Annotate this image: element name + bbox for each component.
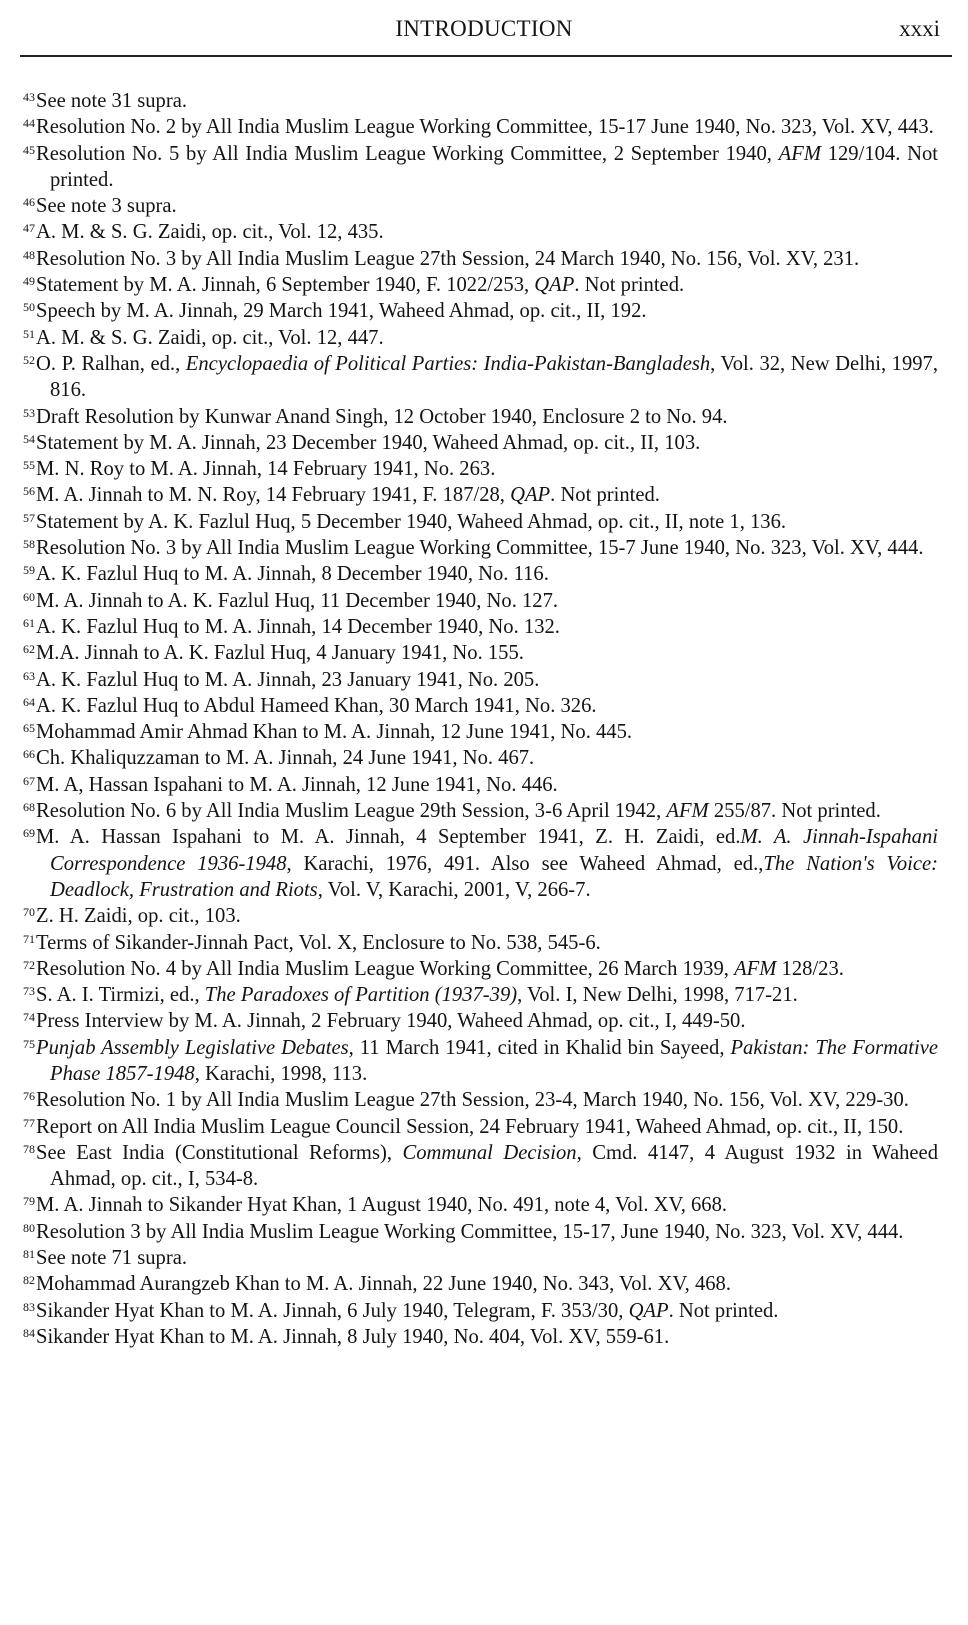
endnote-number: 57 <box>23 510 35 525</box>
endnote <box>23 141 938 194</box>
endnote-text: Resolution No. 5 by All India Muslim League Working Committee, 2 September 1940, AFM 129/104. Not printed. <box>36 142 938 191</box>
endnote <box>23 903 938 929</box>
endnote-number: 75 <box>23 1036 35 1051</box>
endnotes-list <box>23 88 938 1350</box>
endnote-text: Statement by M. A. Jinnah, 6 September 1940, F. 1022/253, QAP. Not printed. <box>36 274 685 297</box>
endnote <box>23 772 938 798</box>
endnote-text: M. N. Roy to M. A. Jinnah, 14 February 1941, No. 263. <box>36 458 496 481</box>
endnote <box>23 456 938 482</box>
endnote <box>23 219 938 245</box>
endnote-number: 55 <box>23 458 35 473</box>
endnote-number: 47 <box>23 221 35 236</box>
endnote-text: O. P. Ralhan, ed., Encyclopaedia of Political Parties: India-Pakistan-Bangladesh, Vol. 32, New Delhi, 1997, 816. <box>36 352 938 402</box>
endnote-number: 45 <box>23 142 35 157</box>
running-title: INTRODUCTION <box>395 16 573 41</box>
endnote-number: 66 <box>23 747 35 762</box>
endnote-number: 52 <box>23 352 35 367</box>
endnote-number: 51 <box>23 326 35 341</box>
endnote-text: Press Interview by M. A. Jinnah, 2 February 1940, Waheed Ahmad, op. cit., I, 449-50. <box>36 1010 746 1033</box>
endnote-text: Resolution No. 2 by All India Muslim League Working Committee, 15-17 June 1940, No. 323, Vol. XV, 443. <box>36 116 934 139</box>
endnote-number: 70 <box>23 905 35 920</box>
endnote-text: Terms of Sikander-Jinnah Pact, Vol. X, Enclosure to No. 538, 545-6. <box>36 931 601 954</box>
endnote-number: 81 <box>23 1247 35 1262</box>
endnote-number: 61 <box>23 615 35 630</box>
endnote-text: A. K. Fazlul Huq to M. A. Jinnah, 14 December 1940, No. 132. <box>36 615 560 638</box>
endnote-text: See East India (Constitutional Reforms), Communal Decision, Cmd. 4147, 4 August 1932 in Waheed Ahmad, op. cit., I, 534-8. <box>36 1141 938 1191</box>
endnote-number: 53 <box>23 405 35 420</box>
endnote-number: 77 <box>23 1115 35 1130</box>
endnote <box>23 719 938 745</box>
endnote <box>23 693 938 719</box>
endnote <box>23 956 938 982</box>
endnote-text: Resolution No. 4 by All India Muslim League Working Committee, 26 March 1939, AFM 128/23. <box>36 957 844 980</box>
endnote-text: Draft Resolution by Kunwar Anand Singh, 12 October 1940, Enclosure 2 to No. 94. <box>36 405 728 428</box>
endnote <box>23 1140 938 1193</box>
endnote-number: 68 <box>23 800 35 815</box>
endnote-number: 76 <box>23 1089 35 1104</box>
endnote-number: 58 <box>23 537 35 552</box>
endnote <box>23 88 938 114</box>
endnote <box>23 1087 938 1113</box>
endnote <box>23 588 938 614</box>
endnote-number: 84 <box>23 1325 35 1340</box>
endnote-text: See note 71 supra. <box>36 1247 187 1270</box>
endnote <box>23 482 938 508</box>
endnote-number: 63 <box>23 668 35 683</box>
endnote-text: M. A. Jinnah to A. K. Fazlul Huq, 11 December 1940, No. 127. <box>36 589 559 612</box>
endnote-text: Punjab Assembly Legislative Debates, 11 March 1941, cited in Khalid bin Sayeed, Pakistan: The Formative Phase 1857-1948, Karachi, 1998, 113. <box>36 1036 938 1085</box>
endnote <box>23 114 938 140</box>
endnote <box>23 982 938 1008</box>
endnote-number: 62 <box>23 642 35 657</box>
endnote-text: Mohammad Amir Ahmad Khan to M. A. Jinnah, 12 June 1941, No. 445. <box>36 721 633 744</box>
endnote <box>23 430 938 456</box>
page-number: xxxi <box>899 16 940 41</box>
endnote <box>23 193 938 219</box>
endnote-number: 69 <box>23 826 35 841</box>
endnote-text: S. A. I. Tirmizi, ed., The Paradoxes of Partition (1937-39), Vol. I, New Delhi, 1998, 717-21. <box>36 984 798 1007</box>
endnote-text: Resolution No. 3 by All India Muslim League Working Committee, 15-7 June 1940, No. 323, Vol. XV, 444. <box>36 537 924 560</box>
endnote-number: 67 <box>23 773 35 788</box>
endnote-text: Speech by M. A. Jinnah, 29 March 1941, Waheed Ahmad, op. cit., II, 192. <box>36 300 647 323</box>
endnote-number: 74 <box>23 1010 35 1025</box>
endnote-number: 60 <box>23 589 35 604</box>
endnote-text: A. K. Fazlul Huq to Abdul Hameed Khan, 30 March 1941, No. 326. <box>36 694 597 717</box>
endnote-text: A. M. & S. G. Zaidi, op. cit., Vol. 12, 447. <box>36 326 384 349</box>
endnote-number: 44 <box>23 116 35 131</box>
endnote-text: Statement by A. K. Fazlul Huq, 5 December 1940, Waheed Ahmad, op. cit., II, note 1, 136. <box>36 510 787 533</box>
endnote <box>23 745 938 771</box>
endnote-text: See note 3 supra. <box>36 195 177 218</box>
endnote-text: Sikander Hyat Khan to M. A. Jinnah, 8 July 1940, No. 404, Vol. XV, 559-61. <box>36 1325 670 1348</box>
endnote <box>23 1324 938 1350</box>
endnote <box>23 1114 938 1140</box>
endnote <box>23 1245 938 1271</box>
endnote-text: Z. H. Zaidi, op. cit., 103. <box>36 905 241 928</box>
endnote-text: A. K. Fazlul Huq to M. A. Jinnah, 23 January 1941, No. 205. <box>36 668 540 691</box>
endnote-text: Statement by M. A. Jinnah, 23 December 1940, Waheed Ahmad, op. cit., II, 103. <box>36 431 701 454</box>
endnote-text: Resolution No. 3 by All India Muslim League 27th Session, 24 March 1940, No. 156, Vol. XV, 231. <box>36 247 860 270</box>
endnote-text: M. A. Jinnah to M. N. Roy, 14 February 1941, F. 187/28, QAP. Not printed. <box>36 484 660 507</box>
endnote-number: 71 <box>23 931 35 946</box>
endnote <box>23 246 938 272</box>
header-rule <box>20 55 952 57</box>
endnote-number: 46 <box>23 195 35 210</box>
endnote-number: 56 <box>23 484 35 499</box>
endnote-number: 83 <box>23 1299 35 1314</box>
endnote-number: 49 <box>23 274 35 289</box>
endnote <box>23 1219 938 1245</box>
endnote-number: 43 <box>23 90 35 104</box>
endnote-text: Resolution No. 6 by All India Muslim League 29th Session, 3-6 April 1942, AFM 255/87. Not printed. <box>36 800 881 823</box>
endnote <box>23 272 938 298</box>
endnote-text: Sikander Hyat Khan to M. A. Jinnah, 6 July 1940, Telegram, F. 353/30, QAP. Not printed. <box>36 1299 779 1322</box>
endnote <box>23 1035 938 1088</box>
endnote <box>23 1298 938 1324</box>
endnote <box>23 930 938 956</box>
endnote-number: 59 <box>23 563 35 578</box>
endnote-number: 78 <box>23 1141 35 1156</box>
endnote-number: 73 <box>23 984 35 999</box>
endnote-number: 50 <box>23 300 35 315</box>
endnote-number: 72 <box>23 957 35 972</box>
endnote-text: Resolution No. 1 by All India Muslim League 27th Session, 23-4, March 1940, No. 156, Vol. XV, 229-30. <box>36 1089 909 1112</box>
endnote <box>23 404 938 430</box>
endnote <box>23 1271 938 1297</box>
endnote-text: Mohammad Aurangzeb Khan to M. A. Jinnah, 22 June 1940, No. 343, Vol. XV, 468. <box>36 1273 732 1296</box>
endnote-text: See note 31 supra. <box>36 90 187 112</box>
endnote <box>23 640 938 666</box>
endnote <box>23 535 938 561</box>
endnote-number: 65 <box>23 721 35 736</box>
endnote-number: 64 <box>23 694 35 709</box>
endnote-text: A. K. Fazlul Huq to M. A. Jinnah, 8 December 1940, No. 116. <box>36 563 549 586</box>
endnote-text: Ch. Khaliquzzaman to M. A. Jinnah, 24 June 1941, No. 467. <box>36 747 535 770</box>
endnote-number: 79 <box>23 1194 35 1209</box>
endnote <box>23 509 938 535</box>
endnote-text: M. A. Hassan Ispahani to M. A. Jinnah, 4 September 1941, Z. H. Zaidi, ed.M. A. Jinnah-Ispahani Correspondence 1936-1948, Karachi, 1976, 491. Also see Waheed Ahmad, ed.,The Nation's Voice: Deadlock, Frustration and Riots, Vol. V, Karachi, 2001, V, 266-7. <box>36 826 938 901</box>
endnote <box>23 351 938 404</box>
endnote-text: A. M. & S. G. Zaidi, op. cit., Vol. 12, 435. <box>36 221 384 244</box>
endnote-number: 80 <box>23 1220 35 1235</box>
endnote-number: 82 <box>23 1273 35 1288</box>
endnote <box>23 614 938 640</box>
endnote-text: Report on All India Muslim League Council Session, 24 February 1941, Waheed Ahmad, op. cit., II, 150. <box>36 1115 904 1138</box>
endnote <box>23 1192 938 1218</box>
endnote <box>23 561 938 587</box>
endnote-text: Resolution 3 by All India Muslim League Working Committee, 15-17, June 1940, No. 323, Vol. XV, 444. <box>36 1220 904 1243</box>
endnote <box>23 1008 938 1034</box>
endnote-text: M. A. Jinnah to Sikander Hyat Khan, 1 August 1940, No. 491, note 4, Vol. XV, 668. <box>36 1194 728 1217</box>
endnote-text: M. A, Hassan Ispahani to M. A. Jinnah, 12 June 1941, No. 446. <box>36 773 558 796</box>
endnote <box>23 798 938 824</box>
page-header <box>0 14 968 44</box>
endnote <box>23 325 938 351</box>
endnote-text: M.A. Jinnah to A. K. Fazlul Huq, 4 January 1941, No. 155. <box>36 642 524 665</box>
endnote <box>23 824 938 903</box>
endnote-number: 54 <box>23 431 35 446</box>
endnote <box>23 298 938 324</box>
endnote <box>23 667 938 693</box>
endnote-number: 48 <box>23 247 35 262</box>
